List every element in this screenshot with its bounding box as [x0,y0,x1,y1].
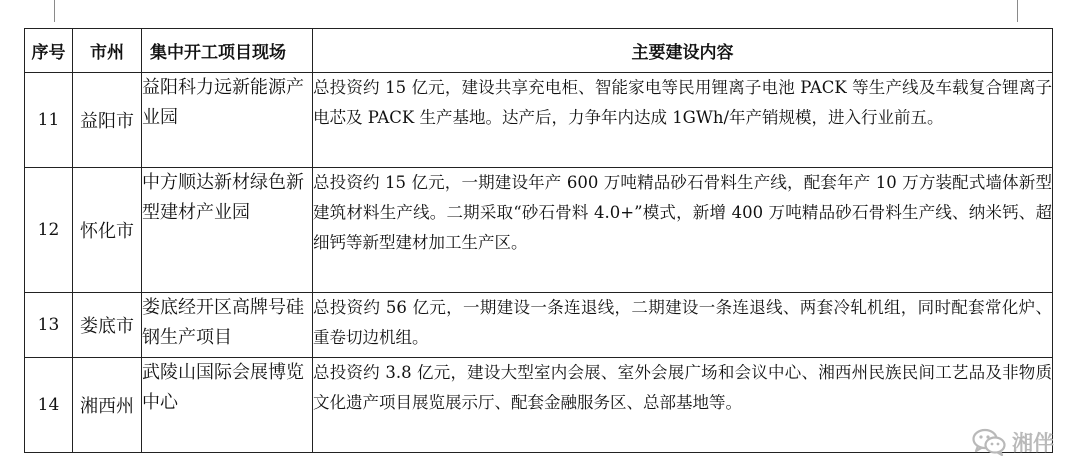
row-city: 益阳市 [73,73,142,168]
table-row [25,73,1053,168]
header-site: 集中开工项目现场 [142,29,313,73]
row-content: 总投资约 15 亿元，一期建设年产 600 万吨精品砂石骨料生产线，配套年产 10 万方装配式墙体新型建筑材料生产线。二期采取“砂石骨料 4.0+”模式，新增 400 万吨精品砂石骨料生产线、纳米钙、超细钙等新型建材加工生产区。 [313,168,1053,293]
wechat-icon [972,428,1006,456]
watermark-text: 湘伴 [1012,431,1054,455]
row-content: 总投资约 56 亿元，一期建设一条连退线，二期建设一条连退线、两套冷轧机组，同时配套常化炉、重卷切边机组。 [313,293,1053,358]
crop-mark-left [54,0,55,22]
row-index: 12 [25,168,73,293]
header-index: 序号 [25,29,73,73]
row-site: 益阳科力远新能源产业园 [142,73,313,168]
crop-mark-right [1017,0,1018,22]
table-header-row [25,29,1053,73]
row-city: 怀化市 [73,168,142,293]
row-content: 总投资约 3.8 亿元，建设大型室内会展、室外会展广场和会议中心、湘西州民族民间工艺品及非物质文化遗产项目展览展示厅、配套金融服务区、总部基地等。 [313,358,1053,453]
table-row [25,168,1053,293]
header-city: 市州 [73,29,142,73]
row-site: 中方顺达新材绿色新型建材产业园 [142,168,313,293]
row-city: 湘西州 [73,358,142,453]
row-content: 总投资约 15 亿元，建设共享充电柜、智能家电等民用锂离子电池 PACK 等生产线及车载复合锂离子电芯及 PACK 生产基地。达产后，力争年内达成 1GWh/年产销规模，进入行业前五。 [313,73,1053,168]
table-row [25,293,1053,358]
watermark [972,427,1054,457]
row-site: 娄底经开区高牌号硅钢生产项目 [142,293,313,358]
header-content: 主要建设内容 [313,29,1053,73]
row-site: 武陵山国际会展博览中心 [142,358,313,453]
project-table [24,28,1053,453]
row-index: 13 [25,293,73,358]
row-city: 娄底市 [73,293,142,358]
row-index: 14 [25,358,73,453]
row-index: 11 [25,73,73,168]
table-row [25,358,1053,453]
